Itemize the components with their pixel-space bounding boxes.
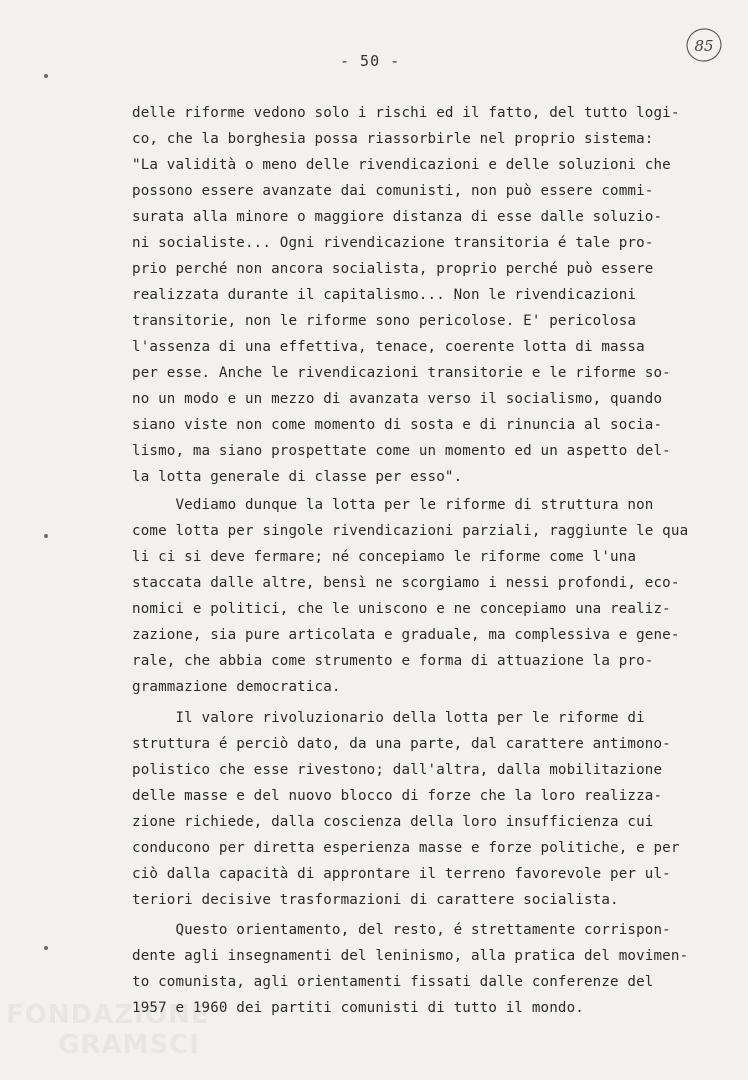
text-line: prio perché non ancora socialista, proprio perché può essere xyxy=(132,261,654,277)
paragraph-4 xyxy=(132,917,692,1021)
text-line: to comunista, agli orientamenti fissati dalle conferenze del xyxy=(132,974,654,990)
text-line: dente agli insegnamenti del leninismo, alla pratica del movimen- xyxy=(132,948,689,964)
text-line: rale, che abbia come strumento e forma di attuazione la pro- xyxy=(132,653,654,669)
text-line: lismo, ma siano prospettate come un momento ed un aspetto del- xyxy=(132,443,671,459)
text-line: ni socialiste... Ogni rivendicazione transitoria é tale pro- xyxy=(132,235,654,251)
text-line: l'assenza di una effettiva, tenace, coerente lotta di massa xyxy=(132,339,645,355)
text-line: teriori decisive trasformazioni di carattere socialista. xyxy=(132,892,619,908)
page-number: - 50 - xyxy=(340,52,401,70)
text-line: la lotta generale di classe per esso". xyxy=(132,469,463,485)
text-line: conducono per diretta esperienza masse e forze politiche, e per xyxy=(132,840,680,856)
watermark-line: GRAMSCI xyxy=(58,1030,200,1060)
text-line: realizzata durante il capitalismo... Non le rivendicazioni xyxy=(132,287,637,303)
text-line: siano viste non come momento di sosta e di rinuncia al socia- xyxy=(132,417,663,433)
text-line: Il valore rivoluzionario della lotta per le riforme di xyxy=(132,710,645,726)
margin-dot xyxy=(44,946,48,950)
text-line: come lotta per singole rivendicazioni parziali, raggiunte le qua xyxy=(132,523,689,539)
text-line: co, che la borghesia possa riassorbirle nel proprio sistema: xyxy=(132,131,654,147)
text-line: transitorie, non le riforme sono pericolose. E' pericolosa xyxy=(132,313,637,329)
watermark-line: FONDAZIONE xyxy=(6,1000,210,1030)
text-line: nomici e politici, che le uniscono e ne concepiamo una realiz- xyxy=(132,601,671,617)
text-line: polistico che esse rivestono; dall'altra, dalla mobilitazione xyxy=(132,762,663,778)
text-line: staccata dalle altre, bensì ne scorgiamo i nessi profondi, eco- xyxy=(132,575,680,591)
text-line: zazione, sia pure articolata e graduale, ma complessiva e gene- xyxy=(132,627,680,643)
text-line: ciò dalla capacità di approntare il terreno favorevole per ul- xyxy=(132,866,671,882)
text-line: possono essere avanzate dai comunisti, non può essere commi- xyxy=(132,183,654,199)
watermark xyxy=(6,1000,209,1060)
margin-dot xyxy=(44,534,48,538)
text-line: Questo orientamento, del resto, é strettamente corrispon- xyxy=(132,922,671,938)
text-line: 1957 e 1960 dei partiti comunisti di tutto il mondo. xyxy=(132,1000,584,1016)
text-line: Vediamo dunque la lotta per le riforme di struttura non xyxy=(132,497,654,513)
archive-number: 85 xyxy=(694,37,714,55)
text-line: li ci si deve fermare; né concepiamo le riforme come l'una xyxy=(132,549,637,565)
text-line: surata alla minore o maggiore distanza di esse dalle soluzio- xyxy=(132,209,663,225)
paragraph-2 xyxy=(132,492,692,700)
text-line: "La validità o meno delle rivendicazioni e delle soluzioni che xyxy=(132,157,671,173)
archive-number-stamp xyxy=(684,24,724,64)
text-line: struttura é perciò dato, da una parte, dal carattere antimono- xyxy=(132,736,671,752)
text-line: no un modo e un mezzo di avanzata verso il socialismo, quando xyxy=(132,391,663,407)
paragraph-1 xyxy=(132,100,692,490)
text-line: grammazione democratica. xyxy=(132,679,341,695)
text-line: delle masse e del nuovo blocco di forze che la loro realizza- xyxy=(132,788,663,804)
text-line: delle riforme vedono solo i rischi ed il fatto, del tutto logi- xyxy=(132,105,680,121)
text-line: zione richiede, dalla coscienza della loro insufficienza cui xyxy=(132,814,654,830)
paragraph-3 xyxy=(132,705,692,913)
margin-dot xyxy=(44,74,48,78)
text-line: per esse. Anche le rivendicazioni transitorie e le riforme so- xyxy=(132,365,671,381)
